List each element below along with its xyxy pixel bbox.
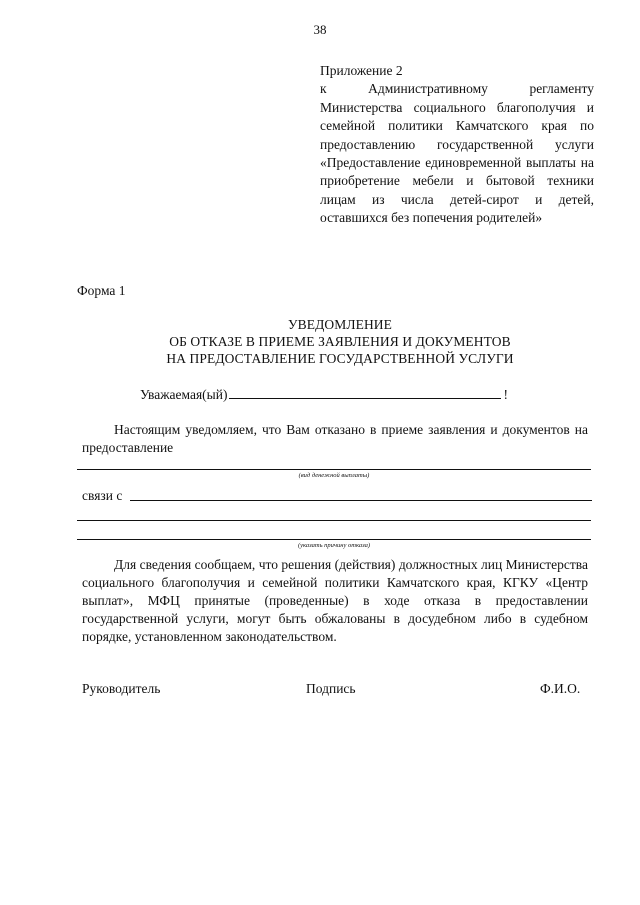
payment-type-blank[interactable] [77, 469, 591, 470]
form-label: Форма 1 [77, 283, 126, 298]
title-line-1: УВЕДОМЛЕНИЕ [287, 317, 393, 332]
recipient-name-blank[interactable] [229, 386, 501, 399]
title-line-3: НА ПРЕДОСТАВЛЕНИЕ ГОСУДАРСТВЕННОЙ УСЛУГИ [166, 351, 514, 366]
signature-fio: Ф.И.О. [540, 681, 581, 696]
greeting-line [140, 386, 508, 403]
payment-type-caption: (вид денежной выплаты) [298, 472, 370, 479]
appendix-title: Приложение 2 [320, 63, 403, 78]
reason-blank-3[interactable] [77, 539, 591, 540]
greeting-suffix: ! [503, 387, 508, 402]
signature-head: Руководитель [82, 681, 161, 696]
reason-blank-2[interactable] [77, 520, 591, 521]
reason-caption: (указать причину отказа) [297, 542, 371, 549]
reason-blank-1[interactable] [130, 488, 592, 501]
page-number: 38 [313, 22, 327, 37]
links-label: связи с [82, 488, 123, 503]
document-title [0, 316, 640, 367]
appendix-body: к Административному регламенту Министерства социального благополучия и семейной политики Камчатского края по предоставлению государственной услуги «Предоставление единовременной выплаты на приобретение мебели и бытовой техники лицам из числа детей-сирот и детей, оставшихся без попечения родителей» [320, 81, 594, 226]
appendix-block [320, 62, 594, 228]
appeal-paragraph: Для сведения сообщаем, что решения (действия) должностных лиц Министерства социального благополучия и семейной политики Камчатского края, КГКУ «Центр выплат», МФЦ принятые (проведенные) в ходе отказа в предоставлении государственной услуги, могут быть обжалованы в досудебном либо в судебном порядке, установленном законодательством. [82, 557, 588, 644]
reason-row [82, 488, 592, 504]
notice-paragraph: Настоящим уведомляем, что Вам отказано в приеме заявления и документов на предоставление [82, 422, 588, 455]
signature-sign: Подпись [306, 681, 356, 696]
greeting-prefix: Уважаемая(ый) [140, 387, 228, 402]
title-line-2: ОБ ОТКАЗЕ В ПРИЕМЕ ЗАЯВЛЕНИЯ И ДОКУМЕНТОВ [169, 334, 511, 349]
